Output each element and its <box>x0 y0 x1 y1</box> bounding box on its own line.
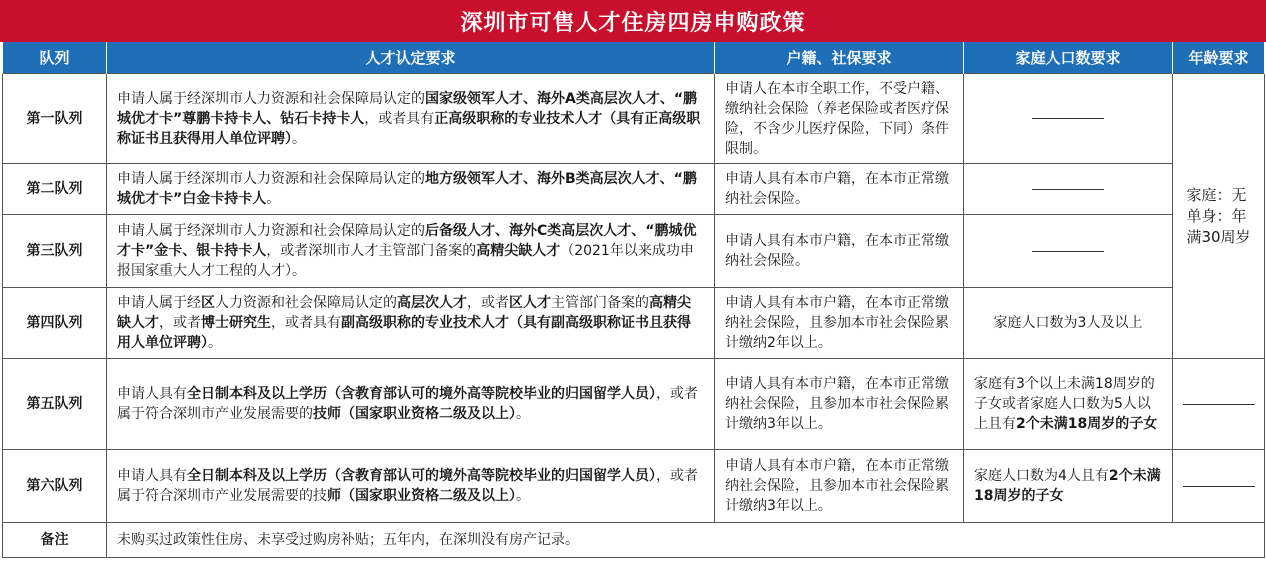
text-segment: 申请人属于经深圳市人力资源和社会保障局认定的 <box>117 223 425 239</box>
remark-text: 未购买过政策性住房、未享受过购房补贴；五年内，在深圳没有房产记录。 <box>107 523 1265 558</box>
text-segment: ，或者属于符合深圳市产业发展需要的 <box>117 386 698 422</box>
talent-cell <box>107 215 715 288</box>
hukou-cell: 申请人具有本市户籍，在本市正常缴纳社会保险，且参加本市社会保险累计缴纳2年以上。 <box>715 288 964 359</box>
dash-mark <box>1183 486 1255 487</box>
queue-cell: 第四队列 <box>3 288 107 359</box>
text-segment: ，或者属于符合深圳市产业发展需要的技 <box>117 468 698 504</box>
bold-text-segment: 全日制本科及以上学历（含教育部认可的境外高等院校毕业的归国留学人员） <box>187 468 656 484</box>
table-row <box>3 215 1265 288</box>
hukou-cell: 申请人具有本市户籍，在本市正常缴纳社会保险，且参加本市社会保险累计缴纳3年以上。 <box>715 450 964 523</box>
age-line-2: 单身：年 <box>1186 206 1247 225</box>
bold-text-segment: 地方级领军人才、海外B类高层次人才、“鹏城优才卡”白金卡持卡人 <box>117 171 697 207</box>
header-family: 家庭人口数要求 <box>964 42 1173 74</box>
text-segment: ，或者具有 <box>271 315 341 331</box>
family-cell <box>964 359 1173 450</box>
text-segment: 。 <box>208 335 222 351</box>
bold-text-segment: 2个未满18周岁的子女 <box>1016 416 1158 432</box>
family-cell <box>964 164 1173 215</box>
bold-text-segment: 高层次人才 <box>397 295 467 311</box>
age-cell <box>1173 74 1265 359</box>
bold-text-segment: 正高级职称的专业技术人才（具有正高级职称证书且获得用人单位评聘） <box>117 110 701 147</box>
text-segment: 申请人属于经深圳市人力资源和社会保障局认定的 <box>117 171 425 187</box>
age-line-3: 满30周岁 <box>1186 227 1251 246</box>
table-row <box>3 164 1265 215</box>
queue-cell: 第五队列 <box>3 359 107 450</box>
text-segment: 家庭有3个以上未满18周岁的子女或者家庭人口数为5人以上且有 <box>974 376 1155 432</box>
family-cell <box>964 74 1173 164</box>
text-segment: ，或者 <box>159 315 201 331</box>
header-talent: 人才认定要求 <box>107 42 715 74</box>
text-segment: 。 <box>516 406 530 422</box>
remark-row <box>3 523 1265 558</box>
hukou-cell: 申请人具有本市户籍，在本市正常缴纳社会保险，且参加本市社会保险累计缴纳3年以上。 <box>715 359 964 450</box>
bold-text-segment: 全日制本科及以上学历（含教育部认可的境外高等院校毕业的归国留学人员） <box>187 386 656 402</box>
bold-text-segment: 副高级职称的专业技术人才（具有副高级职称证书且获得用人单位评聘） <box>117 315 691 351</box>
queue-cell: 第二队列 <box>3 164 107 215</box>
talent-cell <box>107 450 715 523</box>
bold-text-segment: 高精尖缺人才 <box>117 295 691 331</box>
talent-cell <box>107 359 715 450</box>
queue-cell: 第一队列 <box>3 74 107 164</box>
text-segment: 申请人属于经深圳市人力资源和社会保障局认定的 <box>117 90 425 107</box>
family-cell <box>964 450 1173 523</box>
hukou-cell: 申请人具有本市户籍，在本市正常缴纳社会保险。 <box>715 215 964 288</box>
bold-text-segment: 2个未满18周岁的子女 <box>974 468 1161 504</box>
text-segment: 人力资源和社会保障局认定的 <box>215 295 397 311</box>
hukou-cell: 申请人具有本市户籍，在本市正常缴纳社会保险。 <box>715 164 964 215</box>
table-row <box>3 450 1265 523</box>
queue-cell: 第六队列 <box>3 450 107 523</box>
talent-cell <box>107 288 715 359</box>
text-segment: 。 <box>292 130 306 147</box>
text-segment: ，或者深圳市人才主管部门备案的 <box>266 243 477 259</box>
bold-text-segment: 师（国家职业资格二级及以上） <box>327 488 516 504</box>
bold-text-segment: 技师（国家职业资格二级及以上） <box>313 406 516 422</box>
text-segment: ，或者具有 <box>364 110 435 127</box>
text-segment: 申请人属于经 <box>117 295 201 311</box>
dash-mark <box>1032 189 1104 190</box>
dash-mark <box>1183 404 1255 405</box>
remark-label: 备注 <box>3 523 107 558</box>
age-text <box>1186 185 1250 248</box>
bold-text-segment: 区 <box>201 295 215 311</box>
bold-text-segment: 国家级领军人才、海外A类高层次人才、“鹏城优才卡”尊鹏卡持卡人、钻石卡持卡人 <box>117 90 698 127</box>
text-segment: 。 <box>516 488 530 504</box>
family-cell <box>964 215 1173 288</box>
age-cell <box>1173 359 1265 450</box>
bold-text-segment: 后备级人才、海外C类高层次人才、“鹏城优才卡”金卡、银卡持卡人 <box>117 223 697 259</box>
queue-cell: 第三队列 <box>3 215 107 288</box>
dash-mark <box>1032 251 1104 252</box>
table-row <box>3 74 1265 164</box>
talent-cell <box>107 164 715 215</box>
text-segment: 申请人具有 <box>117 468 187 484</box>
text-segment: ，或者 <box>467 295 509 311</box>
text-segment: 。 <box>266 191 281 207</box>
text-segment: 申请人具有 <box>117 386 187 402</box>
text-segment: （2021年以来成功申报国家重大人才工程的人才）。 <box>117 243 694 279</box>
header-queue: 队列 <box>3 42 107 74</box>
text-segment: 家庭人口数为4人且有 <box>974 468 1109 484</box>
bold-text-segment: 博士研究生 <box>201 315 271 331</box>
table-row <box>3 359 1265 450</box>
family-cell <box>964 288 1173 359</box>
age-cell <box>1173 450 1265 523</box>
bold-text-segment: 区人才 <box>509 295 551 311</box>
page-title: 深圳市可售人才住房四房申购政策 <box>0 0 1266 42</box>
header-row <box>3 42 1265 74</box>
header-hukou: 户籍、社保要求 <box>715 42 964 74</box>
header-age: 年龄要求 <box>1173 42 1265 74</box>
text-segment: 家庭人口数为3人及以上 <box>993 315 1143 331</box>
bold-text-segment: 高精尖缺人才 <box>476 243 561 259</box>
table-row <box>3 288 1265 359</box>
policy-table <box>2 42 1265 558</box>
dash-mark <box>1032 118 1104 119</box>
age-line-1: 家庭：无 <box>1186 185 1247 204</box>
talent-cell <box>107 74 715 164</box>
text-segment: 主管部门备案的 <box>551 295 649 311</box>
hukou-cell: 申请人在本市全职工作，不受户籍、缴纳社会保险（养老保险或者医疗保险，不含少儿医疗保险，下同）条件限制。 <box>715 74 964 164</box>
